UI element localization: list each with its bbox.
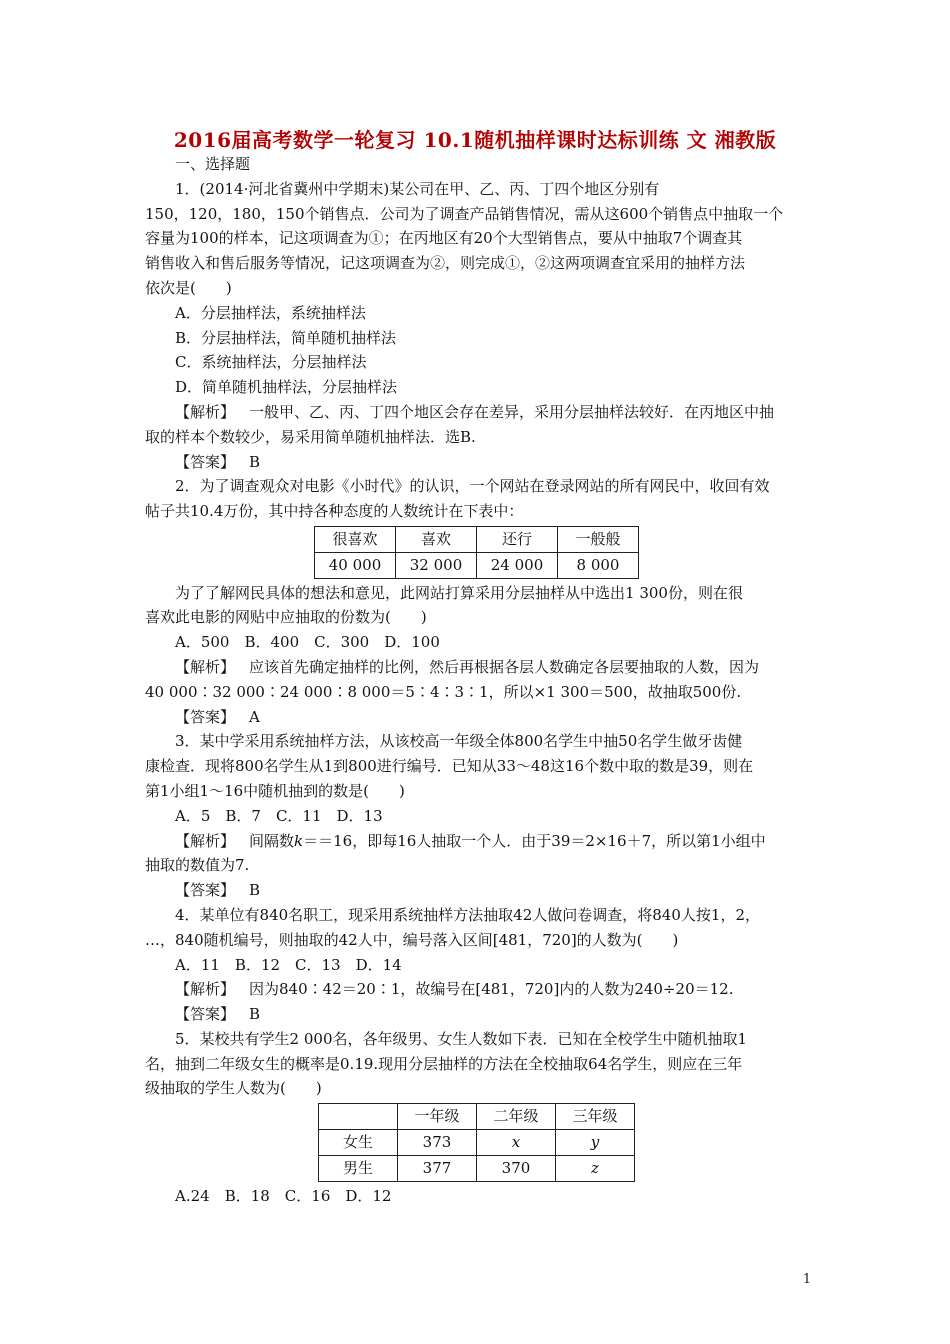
q2-line-3: 为了了解网民具体的想法和意见，此网站打算采用分层抽样从中选出1 300份，则在很: [175, 583, 743, 602]
q1-line-1: 1．(2014·河北省冀州中学期末)某公司在甲、乙、丙、丁四个地区分别有: [175, 179, 660, 198]
q4-explanation: [145, 977, 808, 1002]
q1-line-3: 容量为100的样本，记这项调查为①；在丙地区有20个大型销售点，要从中抽取7个调查其: [145, 229, 743, 248]
question-1: [145, 177, 808, 475]
question-3: [145, 729, 808, 903]
q4-answer-value: B: [249, 1005, 261, 1024]
q3-explanation: [145, 829, 808, 854]
table-row: [319, 1155, 635, 1181]
question-5: [145, 1027, 808, 1209]
q2-attitude-table: [314, 526, 639, 579]
table-cell: 一般般: [558, 526, 639, 552]
q1-explanation: [145, 400, 808, 425]
table-cell: 男生: [319, 1155, 398, 1181]
q2-explanation-label: 【解析】: [175, 657, 236, 676]
q1-line-2: 150，120，180，150个销售点．公司为了调查产品销售情况，需从这600个销售点中抽取一个: [145, 204, 784, 223]
q1-answer: [145, 450, 808, 475]
q3-explanation-post: ＝＝16，即每16人抽取一个人．由于39＝2×16＋7，所以第1小组中: [303, 831, 766, 850]
table-cell: 三年级: [556, 1104, 635, 1130]
q3-explanation-line-2: 抽取的数值为7.: [145, 856, 250, 875]
q2-explanation-text: 应该首先确定抽样的比例，然后再根据各层人数确定各层要抽取的人数，因为: [249, 657, 760, 676]
document-title: 2016届高考数学一轮复习 10.1随机抽样课时达标训练 文 湘教版: [173, 128, 777, 152]
q5-grade-table: [318, 1103, 635, 1181]
table-cell: 很喜欢: [315, 526, 396, 552]
question-4: [145, 903, 808, 1027]
q4-explanation-text: 因为840∶42＝20∶1，故编号在[481，720]内的人数为240÷20＝12.: [249, 980, 734, 999]
table-cell: 32 000: [396, 552, 477, 578]
q2-answer: [145, 705, 808, 730]
q2-explanation-line-2: 40 000∶32 000∶24 000∶8 000＝5∶4∶3∶1，所以×1 300＝500，故抽取500份.: [145, 682, 742, 701]
table-cell: y: [556, 1130, 635, 1156]
q1-answer-value: B: [249, 452, 261, 471]
q4-answer-label: 【答案】: [175, 1005, 236, 1024]
q2-options: A．500 B．400 C．300 D．100: [175, 633, 440, 652]
q1-option-d: D．简单随机抽样法，分层抽样法: [175, 378, 398, 397]
q5-line-1: 5．某校共有学生2 000名，各年级男、女生人数如下表．已知在全校学生中随机抽取1: [175, 1029, 748, 1048]
q3-answer-label: 【答案】: [175, 881, 236, 900]
q1-explanation-line-2: 取的样本个数较少，易采用简单随机抽样法．选B.: [145, 427, 476, 446]
q4-options: A．11 B．12 C．13 D．14: [175, 955, 402, 974]
question-2: [145, 474, 808, 729]
table-cell: 40 000: [315, 552, 396, 578]
page-number: 1: [802, 1272, 812, 1287]
q3-explanation-pre: 间隔数: [249, 831, 295, 850]
q1-option-c: C．系统抽样法，分层抽样法: [175, 353, 367, 372]
q1-answer-label: 【答案】: [175, 452, 236, 471]
table-cell: 喜欢: [396, 526, 477, 552]
q5-line-2: 名，抽到二年级女生的概率是0.19.现用分层抽样的方法在全校抽取64名学生，则应在三年: [145, 1054, 743, 1073]
q1-line-5: 依次是( ): [145, 278, 232, 297]
table-row: [315, 552, 639, 578]
q3-options: A．5 B．7 C．11 D．13: [175, 806, 383, 825]
table-cell: 女生: [319, 1130, 398, 1156]
q3-answer: [145, 878, 808, 903]
table-row: [319, 1130, 635, 1156]
q3-line-2: 康检查．现将800名学生从1到800进行编号．已知从33～48这16个数中取的数是39，则在: [145, 757, 754, 776]
table-cell: [319, 1104, 398, 1130]
q1-option-a: A．分层抽样法，系统抽样法: [175, 303, 366, 322]
table-cell: 还行: [477, 526, 558, 552]
document-body: [145, 152, 808, 1208]
q4-line-2: …，840随机编号，则抽取的42人中，编号落入区间[481，720]的人数为( ): [145, 930, 679, 949]
q3-explanation-label: 【解析】: [175, 831, 236, 850]
table-cell: 8 000: [558, 552, 639, 578]
q3-line-3: 第1小组1～16中随机抽到的数是( ): [145, 781, 405, 800]
q5-line-3: 级抽取的学生人数为( ): [145, 1079, 322, 1098]
q4-explanation-label: 【解析】: [175, 980, 236, 999]
table-cell: 373: [398, 1130, 477, 1156]
q2-answer-value: A: [249, 707, 260, 726]
table-cell: 二年级: [477, 1104, 556, 1130]
q2-explanation: [145, 655, 808, 680]
q4-line-1: 4．某单位有840名职工，现采用系统抽样方法抽取42人做问卷调查，将840人按1，2，: [175, 905, 760, 924]
q1-explanation-label: 【解析】: [175, 402, 236, 421]
table-row: [319, 1104, 635, 1130]
q3-line-1: 3．某中学采用系统抽样方法，从该校高一年级全体800名学生中抽50名学生做牙齿健: [175, 732, 743, 751]
section-heading: 一、选择题: [175, 155, 251, 173]
q1-line-4: 销售收入和售后服务等情况，记这项调查为②，则完成①，②这两项调查宜采用的抽样方法: [145, 254, 746, 273]
q2-answer-label: 【答案】: [175, 707, 236, 726]
q4-answer: [145, 1002, 808, 1027]
table-cell: z: [556, 1155, 635, 1181]
table-cell: 370: [477, 1155, 556, 1181]
q2-line-4: 喜欢此电影的网贴中应抽取的份数为( ): [145, 608, 427, 627]
q2-line-1: 2．为了调查观众对电影《小时代》的认识，一个网站在登录网站的所有网民中，收回有效: [175, 477, 770, 496]
table-cell: 377: [398, 1155, 477, 1181]
table-cell: 一年级: [398, 1104, 477, 1130]
q3-answer-value: B: [249, 881, 261, 900]
q5-options: A.24 B．18 C．16 D．12: [175, 1186, 392, 1205]
q1-option-b: B．分层抽样法，简单随机抽样法: [175, 328, 397, 347]
q1-explanation-text: 一般甲、乙、丙、丁四个地区会存在差异，采用分层抽样法较好．在丙地区中抽: [249, 402, 775, 421]
q2-line-2: 帖子共10.4万份，其中持各种态度的人数统计在下表中：: [145, 502, 524, 521]
table-cell: 24 000: [477, 552, 558, 578]
table-cell: x: [477, 1130, 556, 1156]
q3-explanation-variable: k: [294, 831, 304, 850]
table-row: [315, 526, 639, 552]
